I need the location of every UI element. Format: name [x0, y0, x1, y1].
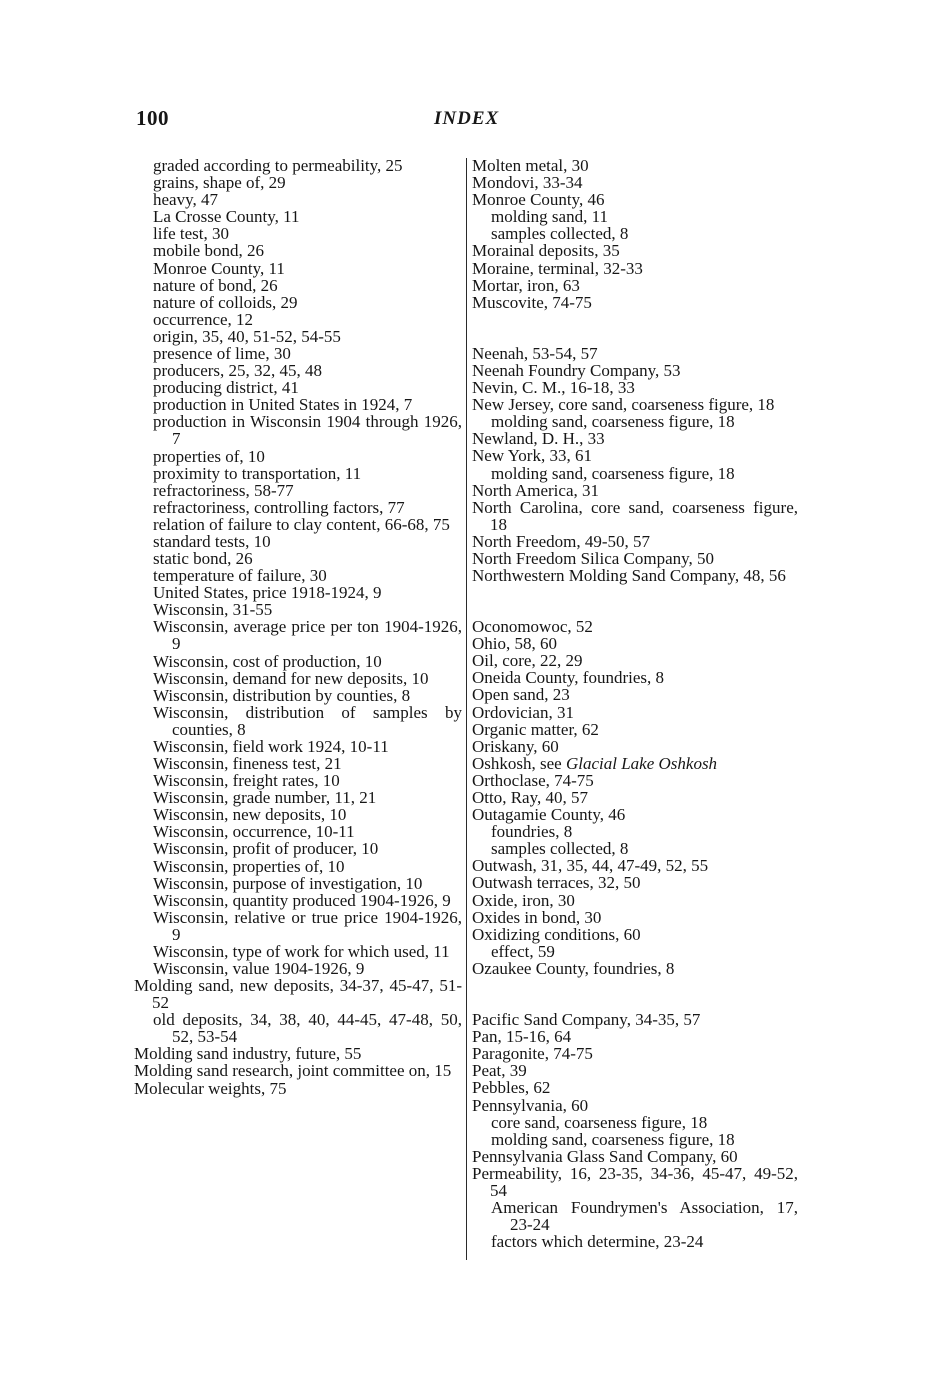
index-entry: [472, 550, 798, 567]
index-subentry: [134, 840, 462, 857]
index-entry: [472, 294, 798, 311]
entry-text: origin, 35, 40, 51-52, 54-55: [153, 326, 341, 346]
index-entry: [472, 738, 798, 755]
index-entry: [472, 1045, 798, 1062]
entry-text: Wisconsin, grade number, 11, 21: [153, 788, 377, 808]
entry-text: Oriskany, 60: [472, 736, 559, 756]
index-entry: [472, 1062, 798, 1079]
entry-text: producers, 25, 32, 45, 48: [153, 361, 323, 381]
index-subentry: [472, 225, 798, 242]
entry-text: Oxidizing conditions, 60: [472, 924, 641, 944]
entry-text: Oneida County, foundries, 8: [472, 668, 665, 688]
index-entry: [472, 618, 798, 635]
index-subentry: [134, 277, 462, 294]
index-subentry: [134, 482, 462, 499]
index-subentry: [134, 687, 462, 704]
index-subentry: [134, 311, 462, 328]
index-subentry: [134, 157, 462, 174]
entry-text: Wisconsin, value 1904-1926, 9: [153, 959, 365, 979]
index-left-column: [134, 157, 462, 1097]
entry-text: North Freedom Silica Company, 50: [472, 548, 715, 568]
entry-text: static bond, 26: [153, 549, 253, 569]
entry-text: Molding sand research, joint committee on, 15: [134, 1061, 452, 1081]
index-entry: [472, 1011, 798, 1028]
entry-text: samples collected, 8: [491, 224, 629, 244]
index-subentry: [472, 1233, 798, 1250]
index-subentry: [134, 294, 462, 311]
entry-text: Oil, core, 22, 29: [472, 651, 583, 671]
entry-text: production in Wisconsin 1904 through 1926, 7: [153, 412, 462, 449]
entry-text: Neenah Foundry Company, 53: [472, 360, 681, 380]
index-entry: [472, 704, 798, 721]
entry-text: North America, 31: [472, 480, 599, 500]
index-entry: [472, 857, 798, 874]
index-subentry: [134, 242, 462, 259]
entry-text: Wisconsin, cost of production, 10: [153, 651, 382, 671]
index-subentry: [134, 1011, 462, 1045]
index-subentry: [134, 550, 462, 567]
index-entry: [472, 669, 798, 686]
index-entry: [472, 1165, 798, 1199]
index-subentry: [134, 704, 462, 738]
entry-text: New York, 33, 61: [472, 446, 592, 466]
entry-text: Neenah, 53-54, 57: [472, 343, 598, 363]
entry-text: Pacific Sand Company, 34-35, 57: [472, 1010, 701, 1030]
index-subentry: [134, 191, 462, 208]
index-subentry: [472, 208, 798, 225]
entry-text: production in United States in 1924, 7: [153, 395, 413, 415]
index-entry: [472, 447, 798, 464]
index-subentry: [134, 345, 462, 362]
index-subentry: [472, 943, 798, 960]
entry-italic-text: Glacial Lake Oshkosh: [565, 753, 718, 773]
entry-text: refractoriness, controlling factors, 77: [153, 497, 405, 517]
index-entry: [472, 874, 798, 891]
entry-text: nature of colloids, 29: [153, 292, 298, 312]
index-subentry: [134, 892, 462, 909]
index-entry: [472, 635, 798, 652]
index-subentry: [134, 875, 462, 892]
index-entry: [472, 482, 798, 499]
index-entry: [472, 1097, 798, 1114]
entry-text: Wisconsin, distribution by counties, 8: [153, 685, 411, 705]
entry-text: Oxides in bond, 30: [472, 907, 602, 927]
index-subentry: [134, 755, 462, 772]
index-subentry: [134, 174, 462, 191]
index-entry: [472, 1079, 798, 1096]
entry-text: samples collected, 8: [491, 839, 629, 859]
index-subentry: [134, 328, 462, 345]
index-subentry: [134, 362, 462, 379]
entry-text: life test, 30: [153, 224, 230, 244]
entry-text: occurrence, 12: [153, 309, 254, 329]
index-subentry: [134, 806, 462, 823]
index-entry: [472, 191, 798, 208]
index-entry: [472, 157, 798, 174]
entry-text: Wisconsin, type of work for which used, 11: [153, 941, 450, 961]
entry-text: Northwestern Molding Sand Company, 48, 56: [472, 565, 786, 585]
entry-text: Wisconsin, field work 1924, 10-11: [153, 736, 389, 756]
entry-text: Pan, 15-16, 64: [472, 1027, 572, 1047]
entry-text: relation of failure to clay content, 66-68, 75: [153, 514, 450, 534]
index-subentry: [134, 379, 462, 396]
index-subentry: [134, 618, 462, 652]
index-subentry: [134, 653, 462, 670]
index-right-column: [472, 157, 798, 1250]
entry-text: Nevin, C. M., 16-18, 33: [472, 378, 635, 398]
entry-text: refractoriness, 58-77: [153, 480, 294, 500]
index-entry: [472, 721, 798, 738]
entry-text: producing district, 41: [153, 378, 299, 398]
index-subentry: [134, 225, 462, 242]
entry-text: foundries, 8: [491, 822, 573, 842]
entry-text: nature of bond, 26: [153, 275, 278, 295]
entry-text: Monroe County, 46: [472, 190, 605, 210]
entry-text: Pennsylvania, 60: [472, 1095, 589, 1115]
entry-text: Wisconsin, average price per ton 1904-1926, 9: [153, 617, 462, 654]
entry-text: American Foundrymen's Association, 17, 23-24: [491, 1197, 798, 1234]
index-entry: [472, 926, 798, 943]
entry-text: proximity to transportation, 11: [153, 463, 362, 483]
index-subentry: [134, 909, 462, 943]
entry-text: Organic matter, 62: [472, 719, 599, 739]
index-subentry: [134, 516, 462, 533]
entry-text: Ozaukee County, foundries, 8: [472, 958, 675, 978]
index-entry: [472, 242, 798, 259]
index-subentry: [134, 413, 462, 447]
index-entry: [472, 755, 798, 772]
index-subentry: [134, 943, 462, 960]
index-subentry: [472, 413, 798, 430]
index-entry: [472, 430, 798, 447]
entry-text: Wisconsin, purpose of investigation, 10: [153, 873, 423, 893]
index-subentry: [134, 260, 462, 277]
entry-text: Molding sand, new deposits, 34-37, 45-47, 51-52: [134, 976, 462, 1013]
entry-text: Wisconsin, fineness test, 21: [153, 754, 342, 773]
section-gap: [472, 977, 798, 1011]
index-entry: [472, 174, 798, 191]
entry-text: Pebbles, 62: [472, 1078, 551, 1098]
entry-text: Oconomowoc, 52: [472, 617, 593, 637]
entry-text: heavy, 47: [153, 190, 218, 210]
entry-text: Outagamie County, 46: [472, 805, 626, 825]
index-entry: [472, 345, 798, 362]
entry-text: Wisconsin, occurrence, 10-11: [153, 822, 355, 842]
entry-text: Outwash terraces, 32, 50: [472, 873, 641, 893]
entry-text: Molten metal, 30: [472, 156, 589, 175]
entry-text: Oshkosh, see: [472, 753, 566, 773]
index-subentry: [134, 670, 462, 687]
entry-text: Wisconsin, quantity produced 1904-1926, 9: [153, 890, 451, 910]
index-subentry: [134, 823, 462, 840]
entry-text: molding sand, coarseness figure, 18: [491, 412, 735, 432]
entry-text: Moraine, terminal, 32-33: [472, 258, 643, 278]
index-entry: [472, 909, 798, 926]
entry-text: properties of, 10: [153, 446, 265, 466]
index-subentry: [134, 584, 462, 601]
entry-text: United States, price 1918-1924, 9: [153, 583, 382, 603]
index-subentry: [134, 738, 462, 755]
entry-text: effect, 59: [491, 941, 555, 961]
index-entry: [134, 1062, 462, 1079]
entry-text: molding sand, 11: [491, 207, 608, 227]
entry-text: graded according to permeability, 25: [153, 156, 403, 175]
entry-text: molding sand, coarseness figure, 18: [491, 1129, 735, 1149]
index-entry: [472, 789, 798, 806]
entry-text: La Crosse County, 11: [153, 207, 300, 227]
running-head-title: INDEX: [434, 108, 500, 129]
entry-text: North Freedom, 49-50, 57: [472, 531, 651, 551]
section-gap: [472, 584, 798, 618]
index-subentry: [472, 465, 798, 482]
index-subentry: [134, 960, 462, 977]
entry-text: Outwash, 31, 35, 44, 47-49, 52, 55: [472, 856, 709, 876]
entry-text: Ohio, 58, 60: [472, 634, 557, 654]
index-entry: [472, 533, 798, 550]
index-subentry: [472, 1114, 798, 1131]
index-entry: [134, 977, 462, 1011]
index-entry: [472, 277, 798, 294]
index-entry: [134, 1045, 462, 1062]
index-entry: [472, 960, 798, 977]
index-entry: [472, 1028, 798, 1045]
entry-text: grains, shape of, 29: [153, 173, 286, 193]
index-subentry: [134, 499, 462, 516]
index-subentry: [134, 789, 462, 806]
entry-text: Ordovician, 31: [472, 702, 574, 722]
entry-text: Wisconsin, relative or true price 1904-1926, 9: [153, 907, 462, 944]
entry-text: Open sand, 23: [472, 685, 570, 705]
index-subentry: [134, 601, 462, 618]
entry-text: presence of lime, 30: [153, 344, 291, 364]
index-entry: [472, 362, 798, 379]
entry-text: Wisconsin, freight rates, 10: [153, 771, 340, 791]
index-entry: [472, 1148, 798, 1165]
index-subentry: [134, 858, 462, 875]
entry-text: Newland, D. H., 33: [472, 429, 605, 449]
entry-text: Otto, Ray, 40, 57: [472, 788, 589, 807]
index-subentry: [134, 208, 462, 225]
index-subentry: [134, 533, 462, 550]
entry-text: Mondovi, 33-34: [472, 173, 583, 193]
entry-text: New Jersey, core sand, coarseness figure, 18: [472, 395, 775, 415]
page-number: 100: [136, 106, 169, 130]
column-divider: [466, 158, 467, 1260]
entry-text: Pennsylvania Glass Sand Company, 60: [472, 1146, 738, 1166]
index-entry: [472, 652, 798, 669]
index-entry: [134, 1080, 462, 1097]
index-entry: [472, 499, 798, 533]
entry-text: old deposits, 34, 38, 40, 44-45, 47-48, 50, 52, 53-54: [153, 1010, 462, 1047]
entry-text: core sand, coarseness figure, 18: [491, 1112, 708, 1132]
entry-text: temperature of failure, 30: [153, 566, 327, 586]
entry-text: Muscovite, 74-75: [472, 292, 592, 312]
entry-text: Permeability, 16, 23-35, 34-36, 45-47, 49-52, 54: [472, 1163, 798, 1200]
entry-text: Molecular weights, 75: [134, 1078, 287, 1098]
index-entry: [472, 806, 798, 823]
entry-text: molding sand, coarseness figure, 18: [491, 463, 735, 483]
index-subentry: [472, 1131, 798, 1148]
entry-text: Wisconsin, properties of, 10: [153, 856, 345, 876]
index-entry: [472, 396, 798, 413]
index-subentry: [472, 823, 798, 840]
index-subentry: [472, 840, 798, 857]
entry-text: standard tests, 10: [153, 531, 271, 551]
index-subentry: [134, 465, 462, 482]
index-entry: [472, 772, 798, 789]
entry-text: Wisconsin, 31-55: [153, 600, 273, 620]
index-entry: [472, 567, 798, 584]
index-subentry: [134, 567, 462, 584]
entry-text: Wisconsin, demand for new deposits, 10: [153, 668, 429, 688]
section-gap: [472, 311, 798, 345]
index-entry: [472, 260, 798, 277]
entry-text: Molding sand industry, future, 55: [134, 1044, 362, 1064]
entry-text: Orthoclase, 74-75: [472, 770, 594, 790]
entry-text: Peat, 39: [472, 1061, 527, 1081]
entry-text: Morainal deposits, 35: [472, 241, 620, 261]
entry-text: Wisconsin, distribution of samples by counties, 8: [153, 702, 462, 739]
index-entry: [472, 686, 798, 703]
index-entry: [472, 892, 798, 909]
entry-text: Wisconsin, new deposits, 10: [153, 805, 347, 825]
entry-text: mobile bond, 26: [153, 241, 264, 261]
index-subentry: [134, 772, 462, 789]
entry-text: Monroe County, 11: [153, 258, 285, 278]
entry-text: factors which determine, 23-24: [491, 1232, 704, 1252]
entry-text: Wisconsin, profit of producer, 10: [153, 839, 379, 859]
index-subentry: [134, 396, 462, 413]
entry-text: Paragonite, 74-75: [472, 1044, 593, 1064]
entry-text: Oxide, iron, 30: [472, 890, 575, 910]
index-subentry: [472, 1199, 798, 1233]
index-subentry: [134, 448, 462, 465]
entry-text: Mortar, iron, 63: [472, 275, 580, 295]
index-entry: [472, 379, 798, 396]
entry-text: North Carolina, core sand, coarseness figure, 18: [472, 497, 798, 534]
